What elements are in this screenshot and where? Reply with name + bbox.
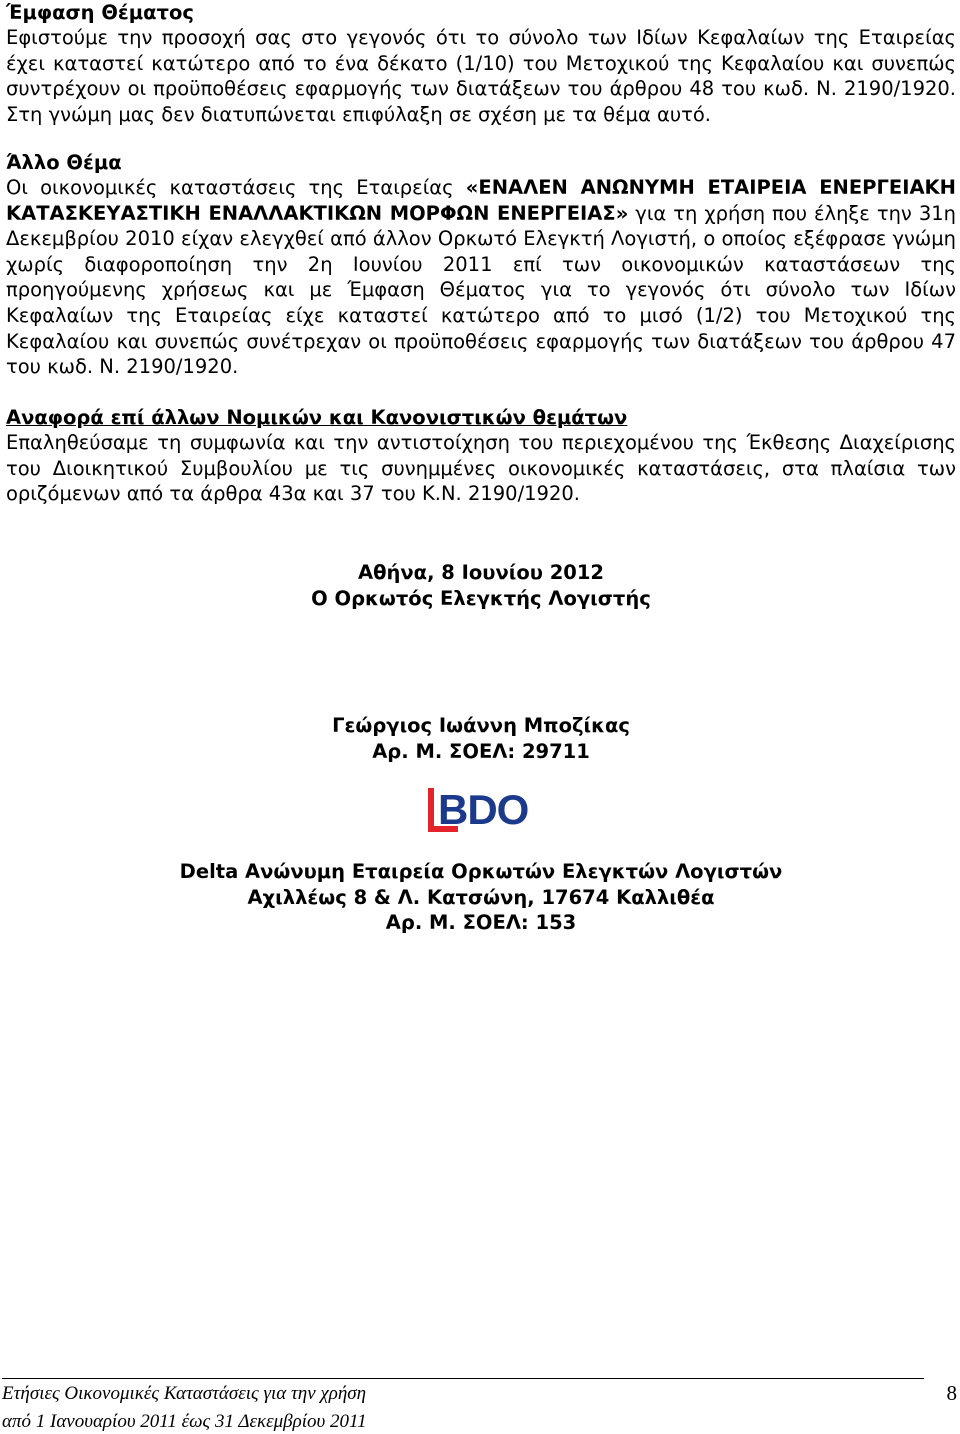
other-matter-text-before: Οι οικονομικές καταστάσεις της Εταιρείας [6, 176, 466, 199]
other-matter-text-after: για τη χρήση που έληξε την 31η Δεκεμβρίου 2010 είχαν ελεγχθεί από άλλον Ορκωτό Ελεγκτή Λογιστή, ο οποίος εξέφρασε γνώμη χωρίς διαφοροποίηση την 2η Ιουνίου 2011 επί των οικονομικών καταστάσεων της προηγούμενης χρήσεως και με Έμφαση Θέματος για το γεγονός ότι σύνολο των Ιδίων Κεφαλαίων της Εταιρείας είχε καταστεί κατώτερο από το μισό (1/2) του Μετοχικού της Κεφαλαίου και συνεπώς συνέτρεχαν οι προϋποθέσεις εφαρμογής των διατάξεων του άρθρου 47 του κωδ. Ν. 2190/1920. [6, 201, 956, 379]
emphasis-paragraph: Εφιστούμε την προσοχή σας στο γεγονός ότι το σύνολο των Ιδίων Κεφαλαίων της Εταιρείας έχει καταστεί κατώτερο από το ένα δέκατο (1/10) του Μετοχικού της Κεφαλαίου και συνεπώς συντρέχουν οι προϋποθέσεις εφαρμογής των διατάξεων του άρθρου 48 του κωδ. Ν. 2190/1920. Στη γνώμη μας δεν διατυπώνεται επιφύλαξη σε σχέση με τα θέμα αυτό. [6, 26, 956, 126]
signer-name: Γεώργιος Ιωάννη Μποζίκας [332, 714, 630, 737]
firm-name: Delta Ανώνυμη Εταιρεία Ορκωτών Ελεγκτών Λογιστών [179, 860, 783, 883]
bdo-logo-text: BDO [438, 786, 529, 833]
legal-report-section [6, 405, 956, 507]
page-number: 8 [946, 1381, 957, 1405]
legal-report-title: Αναφορά επί άλλων Νομικών και Κανονιστικών θεμάτων [6, 406, 628, 429]
date-line: Αθήνα, 8 Ιουνίου 2012 [358, 561, 604, 584]
other-matter-title: Άλλο Θέμα [6, 151, 122, 174]
footer-line-1: Ετήσιες Οικονομικές Καταστάσεις για την χρήση [2, 1383, 367, 1404]
other-matter-paragraph [6, 175, 956, 380]
bdo-logo-accent [428, 788, 434, 832]
bdo-logo [426, 786, 544, 834]
emphasis-title: Έμφαση Θέματος [6, 1, 194, 24]
date-block [6, 560, 956, 611]
footer-divider [2, 1378, 924, 1379]
company-name: «ΕΝΑΛΕΝ ΑΝΩΝΥΜΗ ΕΤΑΙΡΕΙΑ ΕΝΕΡΓΕΙΑΚΗ ΚΑΤΑΣΚΕΥΑΣΤΙΚΗ ΕΝΑΛΛΑΚΤΙΚΩΝ ΜΟΡΦΩΝ ΕΝΕΡΓΕΙΑΣ» [6, 176, 956, 225]
firm-address: Αχιλλέως 8 & Λ. Κατσώνη, 17674 Καλλιθέα [247, 885, 715, 909]
firm-registration: Αρ. Μ. ΣΟΕΛ: 153 [385, 911, 577, 935]
firm-block [6, 859, 956, 936]
legal-report-paragraph: Επαληθεύσαμε τη συμφωνία και την αντιστοίχηση του περιεχομένου της Έκθεσης Διαχείρισης του Διοικητικού Συμβουλίου με τις συνημμένες οικονομικές καταστάσεις, στα πλαίσια των οριζόμενων από τα άρθρα 43α και 37 του Κ.Ν. 2190/1920. [6, 431, 956, 506]
other-matter-section [6, 150, 956, 380]
footer-line-2: από 1 Ιανουαρίου 2011 έως 31 Δεκεμβρίου 2011 [2, 1411, 367, 1432]
emphasis-section [6, 0, 956, 127]
signer-block [6, 713, 956, 764]
signer-registration: Αρ. Μ. ΣΟΕΛ: 29711 [372, 739, 590, 763]
auditor-role: Ο Ορκωτός Ελεγκτής Λογιστής [311, 586, 651, 610]
